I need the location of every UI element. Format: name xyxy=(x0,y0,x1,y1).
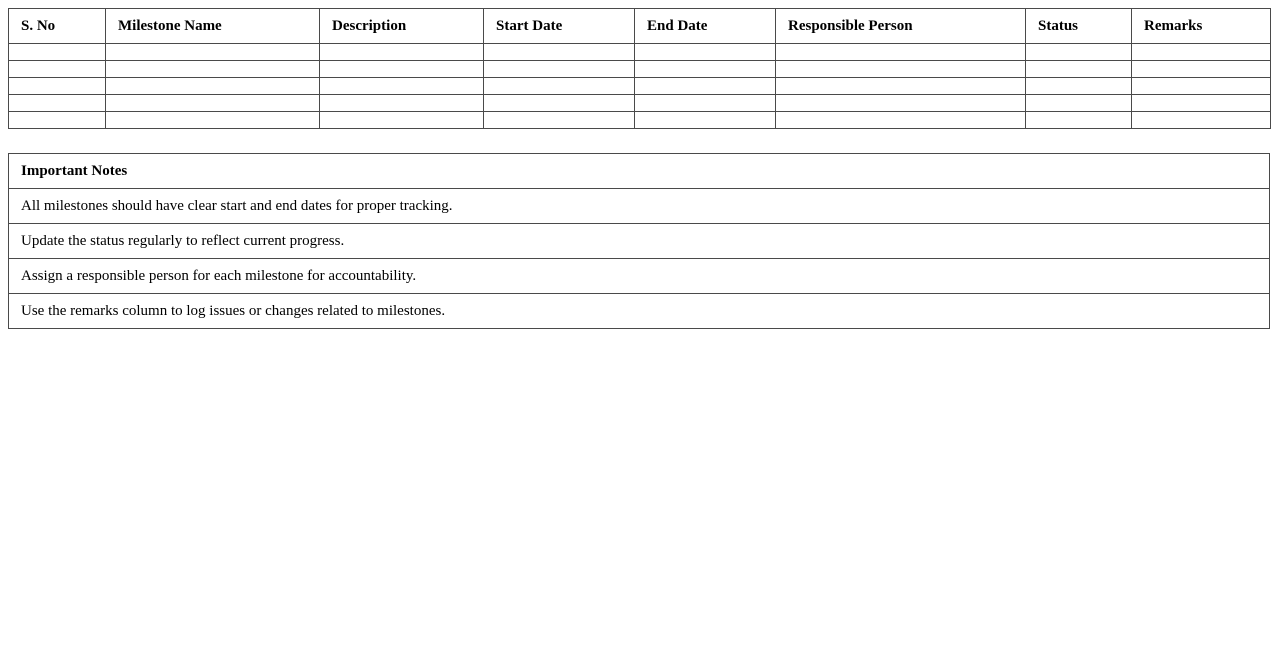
table-cell[interactable] xyxy=(1026,95,1132,112)
table-cell[interactable] xyxy=(776,78,1026,95)
table-cell[interactable] xyxy=(635,95,776,112)
table-cell[interactable] xyxy=(9,78,106,95)
note-row xyxy=(9,259,1270,294)
table-cell[interactable] xyxy=(484,95,635,112)
table-cell[interactable] xyxy=(776,95,1026,112)
table-cell[interactable] xyxy=(484,112,635,129)
header-remarks: Remarks xyxy=(1132,9,1271,44)
table-row xyxy=(9,78,1271,95)
header-description: Description xyxy=(320,9,484,44)
header-start-date: Start Date xyxy=(484,9,635,44)
header-end-date: End Date xyxy=(635,9,776,44)
table-cell[interactable] xyxy=(1132,44,1271,61)
table-row xyxy=(9,112,1271,129)
note-text: Use the remarks column to log issues or changes related to milestones. xyxy=(9,294,1270,329)
table-cell[interactable] xyxy=(1026,112,1132,129)
table-cell[interactable] xyxy=(1026,44,1132,61)
table-cell[interactable] xyxy=(320,112,484,129)
table-cell[interactable] xyxy=(484,44,635,61)
table-cell[interactable] xyxy=(1132,112,1271,129)
note-text: All milestones should have clear start and end dates for proper tracking. xyxy=(9,189,1270,224)
table-cell[interactable] xyxy=(484,61,635,78)
header-milestone-name: Milestone Name xyxy=(106,9,320,44)
note-text: Assign a responsible person for each milestone for accountability. xyxy=(9,259,1270,294)
header-status: Status xyxy=(1026,9,1132,44)
table-cell[interactable] xyxy=(635,44,776,61)
table-cell[interactable] xyxy=(635,112,776,129)
important-notes-table xyxy=(8,153,1270,329)
note-text: Update the status regularly to reflect current progress. xyxy=(9,224,1270,259)
table-row xyxy=(9,95,1271,112)
table-cell[interactable] xyxy=(106,112,320,129)
table-cell[interactable] xyxy=(776,44,1026,61)
table-cell[interactable] xyxy=(320,78,484,95)
milestones-body xyxy=(9,44,1271,129)
table-cell[interactable] xyxy=(635,61,776,78)
table-cell[interactable] xyxy=(1132,61,1271,78)
table-cell[interactable] xyxy=(106,95,320,112)
table-cell[interactable] xyxy=(9,112,106,129)
table-cell[interactable] xyxy=(776,61,1026,78)
note-row xyxy=(9,224,1270,259)
table-cell[interactable] xyxy=(484,78,635,95)
header-responsible-person: Responsible Person xyxy=(776,9,1026,44)
table-cell[interactable] xyxy=(635,78,776,95)
table-cell[interactable] xyxy=(9,61,106,78)
table-cell[interactable] xyxy=(320,61,484,78)
table-cell[interactable] xyxy=(1132,78,1271,95)
note-row xyxy=(9,189,1270,224)
table-cell[interactable] xyxy=(106,44,320,61)
table-cell[interactable] xyxy=(106,78,320,95)
table-cell[interactable] xyxy=(1132,95,1271,112)
table-cell[interactable] xyxy=(320,44,484,61)
table-cell[interactable] xyxy=(106,61,320,78)
milestones-table xyxy=(8,8,1271,129)
note-row xyxy=(9,294,1270,329)
table-cell[interactable] xyxy=(9,95,106,112)
notes-title: Important Notes xyxy=(9,154,1270,189)
table-row xyxy=(9,44,1271,61)
table-cell[interactable] xyxy=(776,112,1026,129)
table-cell[interactable] xyxy=(320,95,484,112)
header-s-no: S. No xyxy=(9,9,106,44)
table-cell[interactable] xyxy=(1026,61,1132,78)
table-cell[interactable] xyxy=(1026,78,1132,95)
milestones-header-row xyxy=(9,9,1271,44)
table-cell[interactable] xyxy=(9,44,106,61)
notes-header-row xyxy=(9,154,1270,189)
table-row xyxy=(9,61,1271,78)
